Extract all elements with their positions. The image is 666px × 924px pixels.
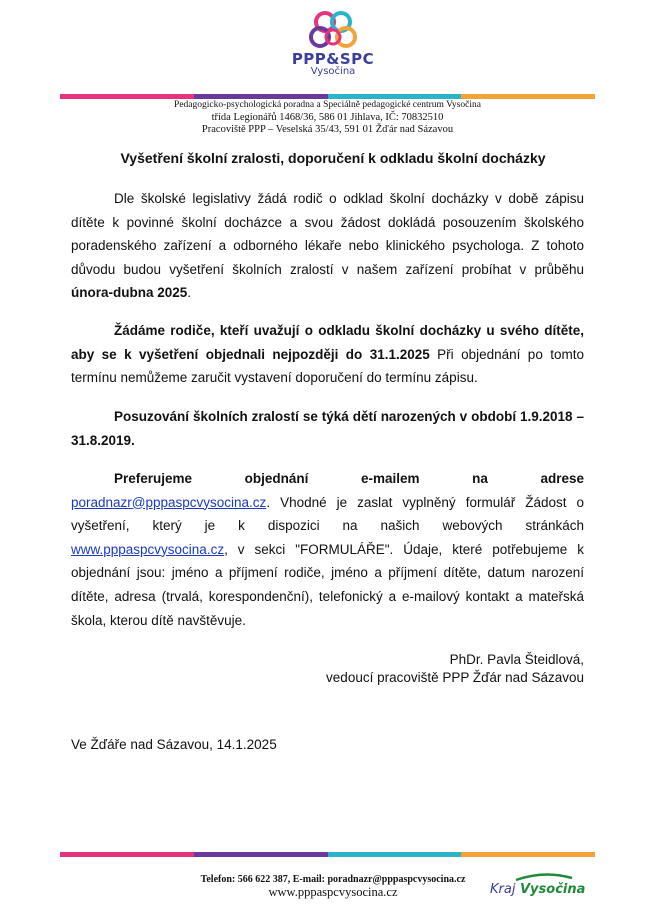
p1-text: Dle školské legislativy žádá rodič o odklad školní docházky v době zápisu dítěte k povinné školní docházce a svou žádost dokládá posouzením školského poradenského zařízení a odborného lékaře nebo klinického psychologa. Z tohoto důvodu budou vyšetření školních zralostí v našem zařízení probíhat v průběhu xyxy=(71,191,584,277)
vysocina-text: Vysočina xyxy=(519,882,586,897)
p2-text: Při objednání po tomto termínu nemůžeme zaručit vystavení doporučení do termínu zápisu. xyxy=(71,346,584,386)
p1-end: . xyxy=(187,285,192,301)
kraj-swoosh-icon xyxy=(514,872,574,882)
signature-role: vedoucí pracoviště PPP Žďár nad Sázavou xyxy=(326,670,584,685)
footer-color-stripe xyxy=(60,852,595,857)
footer-website: www.pppaspcvysocina.cz xyxy=(268,885,398,899)
institution-address: třída Legionářů 1468/36, 586 01 Jihlava, IČ: 70832510 xyxy=(211,111,444,123)
website-link[interactable]: www.pppaspcvysocina.cz xyxy=(71,541,225,557)
email-link[interactable]: poradnazr@pppaspcvysocina.cz xyxy=(71,494,267,510)
signature-block xyxy=(300,651,584,687)
p1-period: února-dubna 2025 xyxy=(71,285,188,301)
p4-bold: Preferujeme objednání e-mailem na adrese xyxy=(114,471,584,486)
paragraph-birth-range: Posuzování školních zralostí se týká dětí narozených v období 1.9.2018 – 31.8.2019. xyxy=(71,409,584,448)
p4-text1: . Vhodné je zaslat vyplněný formulář Žádost o vyšetření, který je k dispozici na našich webových stránkách xyxy=(71,494,584,534)
institution-name: Pedagogicko-psychologická poradna a Speciálně pedagogické centrum Vysočina xyxy=(174,100,481,110)
letterhead-address xyxy=(60,99,595,137)
kraj-vysocina-logo xyxy=(490,872,585,897)
logo-text: PPP&SPC xyxy=(291,50,375,68)
pppaspc-logo xyxy=(0,8,666,77)
footer-contact: Telefon: 566 622 387, E-mail: poradnazr@pppaspcvysocina.cz xyxy=(200,874,466,885)
place-date: Ve Žďáře nad Sázavou, 14.1.2025 xyxy=(71,737,277,752)
paragraph-ordering xyxy=(71,467,584,632)
document-title: Vyšetření školní zralosti, doporučení k odkladu školní docházky xyxy=(120,150,546,166)
kraj-text: Kraj xyxy=(490,882,516,897)
logo-flower-icon xyxy=(301,8,365,52)
p2-bold: Žádáme rodiče, kteří uvažují o odkladu školní docházky u svého dítěte, aby se k vyšetření objednali nejpozději do 31.1.2025 xyxy=(71,323,584,362)
paragraph-deadline xyxy=(71,319,584,390)
signature-name: PhDr. Pavla Šteidlová, xyxy=(449,652,584,667)
logo-subtitle: Vysočina xyxy=(310,66,356,77)
paragraph-legislation xyxy=(71,187,584,305)
branch-address: Pracoviště PPP – Veselská 35/43, 591 01 Žďár nad Sázavou xyxy=(201,124,454,135)
p4-text2: , v sekci "FORMULÁŘE". Údaje, které potřebujeme k objednání jsou: jméno a příjmení rodiče, jméno a příjmení dítěte, datum narození dítěte, adresa (trvalá, korespondenční), telefonický a e-mailový kontakt a mateřská škola, kterou dítě navštěvuje. xyxy=(71,541,584,628)
